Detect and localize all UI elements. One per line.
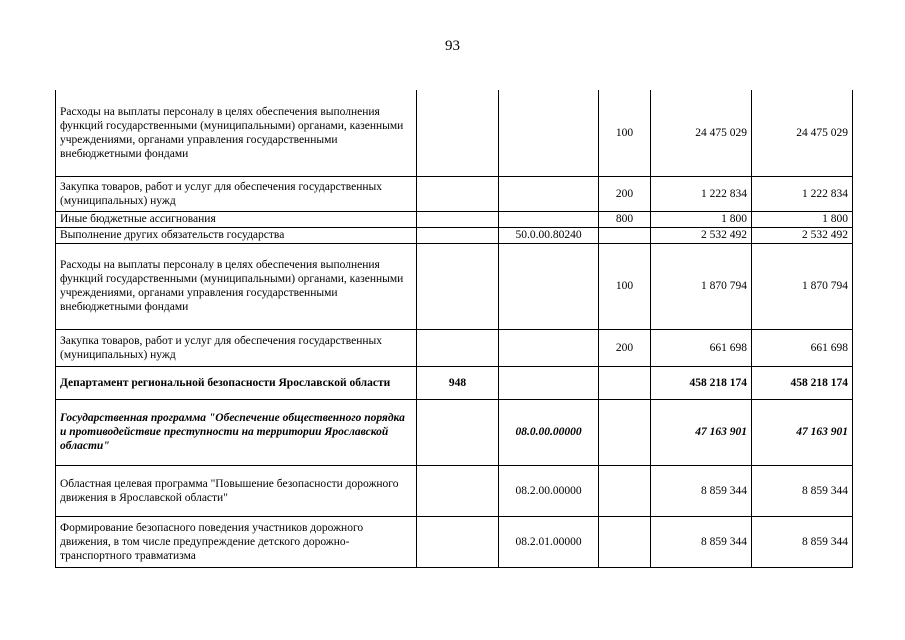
row-ved bbox=[417, 516, 499, 567]
row-sum2: 458 218 174 bbox=[752, 366, 853, 399]
page-number: 93 bbox=[445, 38, 460, 54]
row-name: Закупка товаров, работ и услуг для обеспечения государственных (муниципальных) нужд bbox=[56, 176, 417, 211]
row-ved bbox=[417, 243, 499, 329]
row-sum2: 1 870 794 bbox=[752, 243, 853, 329]
table-row bbox=[56, 366, 853, 399]
row-ved bbox=[417, 399, 499, 465]
row-vr: 200 bbox=[599, 329, 651, 366]
row-csr bbox=[499, 90, 599, 176]
row-sum1: 8 859 344 bbox=[651, 516, 752, 567]
row-name: Областная целевая программа "Повышение безопасности дорожного движения в Ярославской области" bbox=[56, 465, 417, 516]
row-ved bbox=[417, 90, 499, 176]
row-csr bbox=[499, 211, 599, 227]
row-sum1: 661 698 bbox=[651, 329, 752, 366]
table-row bbox=[56, 329, 853, 366]
row-csr: 08.0.00.00000 bbox=[499, 399, 599, 465]
table-row bbox=[56, 227, 853, 243]
table-row bbox=[56, 90, 853, 176]
row-sum2: 661 698 bbox=[752, 329, 853, 366]
row-csr: 08.2.01.00000 bbox=[499, 516, 599, 567]
row-name: Департамент региональной безопасности Ярославской области bbox=[56, 366, 417, 399]
row-csr bbox=[499, 176, 599, 211]
row-ved bbox=[417, 227, 499, 243]
table-row bbox=[56, 399, 853, 465]
row-vr: 100 bbox=[599, 243, 651, 329]
row-ved bbox=[417, 176, 499, 211]
row-sum1: 47 163 901 bbox=[651, 399, 752, 465]
row-sum1: 2 532 492 bbox=[651, 227, 752, 243]
row-vr: 800 bbox=[599, 211, 651, 227]
row-vr bbox=[599, 227, 651, 243]
row-name: Формирование безопасного поведения участников дорожного движения, в том числе предупреждение детского дорожно-транспортного травматизма bbox=[56, 516, 417, 567]
table-row bbox=[56, 243, 853, 329]
row-name: Иные бюджетные ассигнования bbox=[56, 211, 417, 227]
row-vr: 100 bbox=[599, 90, 651, 176]
table-row bbox=[56, 176, 853, 211]
row-name: Государственная программа "Обеспечение общественного порядка и противодействие преступности на территории Ярославской области" bbox=[56, 399, 417, 465]
row-sum2: 47 163 901 bbox=[752, 399, 853, 465]
row-csr bbox=[499, 329, 599, 366]
row-sum2: 8 859 344 bbox=[752, 516, 853, 567]
row-sum2: 1 800 bbox=[752, 211, 853, 227]
row-csr: 08.2.00.00000 bbox=[499, 465, 599, 516]
row-vr bbox=[599, 465, 651, 516]
table-row bbox=[56, 465, 853, 516]
row-name: Выполнение других обязательств государства bbox=[56, 227, 417, 243]
row-csr bbox=[499, 366, 599, 399]
row-ved bbox=[417, 211, 499, 227]
budget-table bbox=[55, 90, 853, 568]
row-vr bbox=[599, 399, 651, 465]
row-name: Расходы на выплаты персоналу в целях обеспечения выполнения функций государственными (муниципальными) органами, казенными учреждениями, органами управления государственными внебюджетными фондами bbox=[56, 90, 417, 176]
row-sum2: 8 859 344 bbox=[752, 465, 853, 516]
row-sum1: 1 800 bbox=[651, 211, 752, 227]
row-ved bbox=[417, 329, 499, 366]
row-name: Расходы на выплаты персоналу в целях обеспечения выполнения функций государственными (муниципальными) органами, казенными учреждениями, органами управления государственными внебюджетными фондами bbox=[56, 243, 417, 329]
row-csr: 50.0.00.80240 bbox=[499, 227, 599, 243]
row-ved: 948 bbox=[417, 366, 499, 399]
row-sum2: 1 222 834 bbox=[752, 176, 853, 211]
row-sum2: 2 532 492 bbox=[752, 227, 853, 243]
row-csr bbox=[499, 243, 599, 329]
table-row bbox=[56, 516, 853, 567]
row-vr bbox=[599, 366, 651, 399]
row-ved bbox=[417, 465, 499, 516]
table-row bbox=[56, 211, 853, 227]
row-sum1: 24 475 029 bbox=[651, 90, 752, 176]
row-vr: 200 bbox=[599, 176, 651, 211]
row-name: Закупка товаров, работ и услуг для обеспечения государственных (муниципальных) нужд bbox=[56, 329, 417, 366]
row-sum1: 8 859 344 bbox=[651, 465, 752, 516]
row-sum1: 1 870 794 bbox=[651, 243, 752, 329]
row-sum1: 1 222 834 bbox=[651, 176, 752, 211]
row-sum2: 24 475 029 bbox=[752, 90, 853, 176]
row-vr bbox=[599, 516, 651, 567]
row-sum1: 458 218 174 bbox=[651, 366, 752, 399]
